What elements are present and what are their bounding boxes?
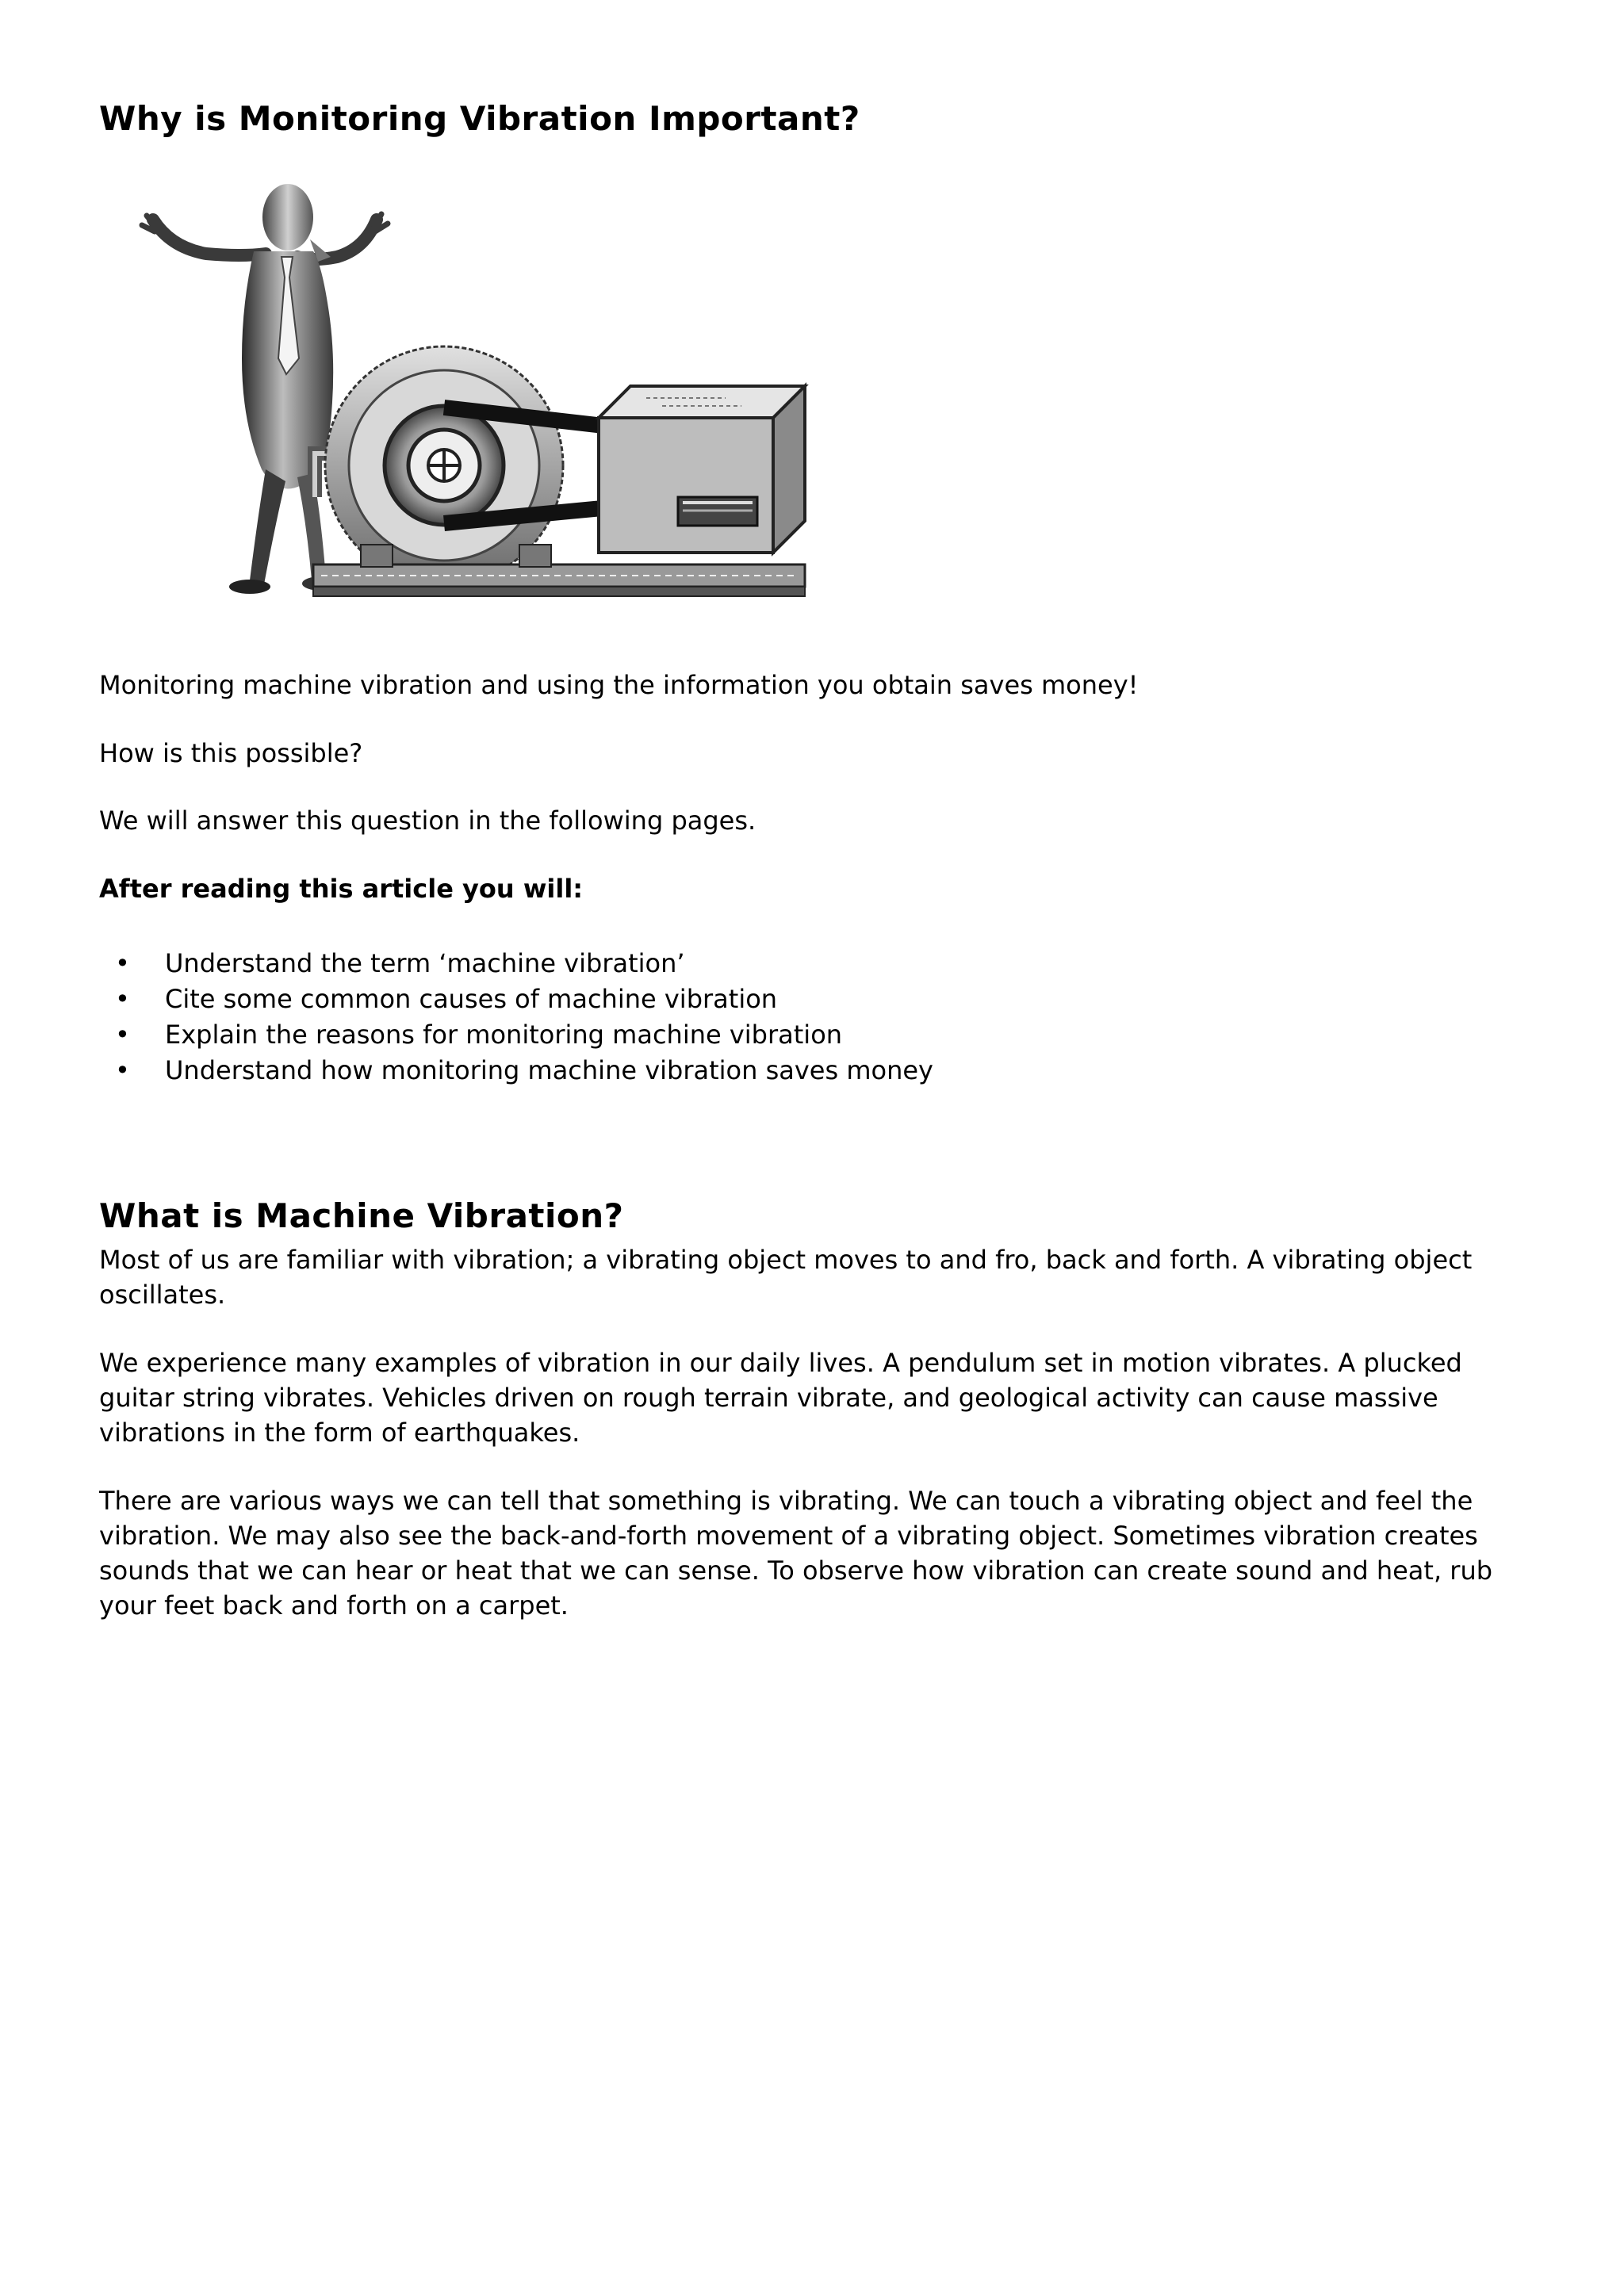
shrugging-figure-machine-illustration: [123, 184, 868, 620]
bullet-icon: •: [115, 1020, 130, 1050]
objective-item: [99, 946, 933, 982]
bullet-icon: •: [115, 1055, 130, 1085]
objective-text: Explain the reasons for monitoring machine vibration: [165, 1020, 843, 1050]
bullet-icon: •: [115, 984, 130, 1014]
section-title-what-is-vibration: What is Machine Vibration?: [99, 1196, 624, 1235]
objective-item: [99, 1017, 933, 1053]
objective-text: Understand how monitoring machine vibration saves money: [165, 1055, 933, 1085]
objective-item: [99, 982, 933, 1017]
body-paragraph-familiar: Most of us are familiar with vibration; a vibrating object moves to and fro, back and forth. A vibrating object oscillates.: [99, 1245, 1473, 1310]
body-paragraph-examples: We experience many examples of vibration in our daily lives. A pendulum set in motion vibrates. A plucked guitar string vibrates. Vehicles driven on rough terrain vibrate, and geological activity can cause massive vibrations in the form of earthquakes.: [99, 1348, 1462, 1448]
objectives-heading: After reading this article you will:: [99, 874, 584, 904]
bullet-icon: •: [115, 948, 130, 978]
objective-text: Cite some common causes of machine vibration: [165, 984, 778, 1014]
objective-text: Understand the term ‘machine vibration’: [165, 948, 685, 978]
intro-paragraph-saves-money: Monitoring machine vibration and using the information you obtain saves money!: [99, 670, 1139, 700]
objective-item: [99, 1053, 933, 1089]
section-title-why-monitor: Why is Monitoring Vibration Important?: [99, 99, 860, 138]
objectives-list: [99, 946, 933, 1089]
intro-paragraph-question: How is this possible?: [99, 738, 363, 768]
intro-paragraph-answer: We will answer this question in the following pages.: [99, 806, 756, 836]
body-paragraph-detection: There are various ways we can tell that something is vibrating. We can touch a vibrating object and feel the vibration. We may also see the back-and-forth movement of a vibrating object. Sometimes vibration creates sounds that we can hear or heat that we can sense. To observe how vibration can create sound and heat, rub your feet back and forth on a carpet.: [99, 1486, 1493, 1621]
